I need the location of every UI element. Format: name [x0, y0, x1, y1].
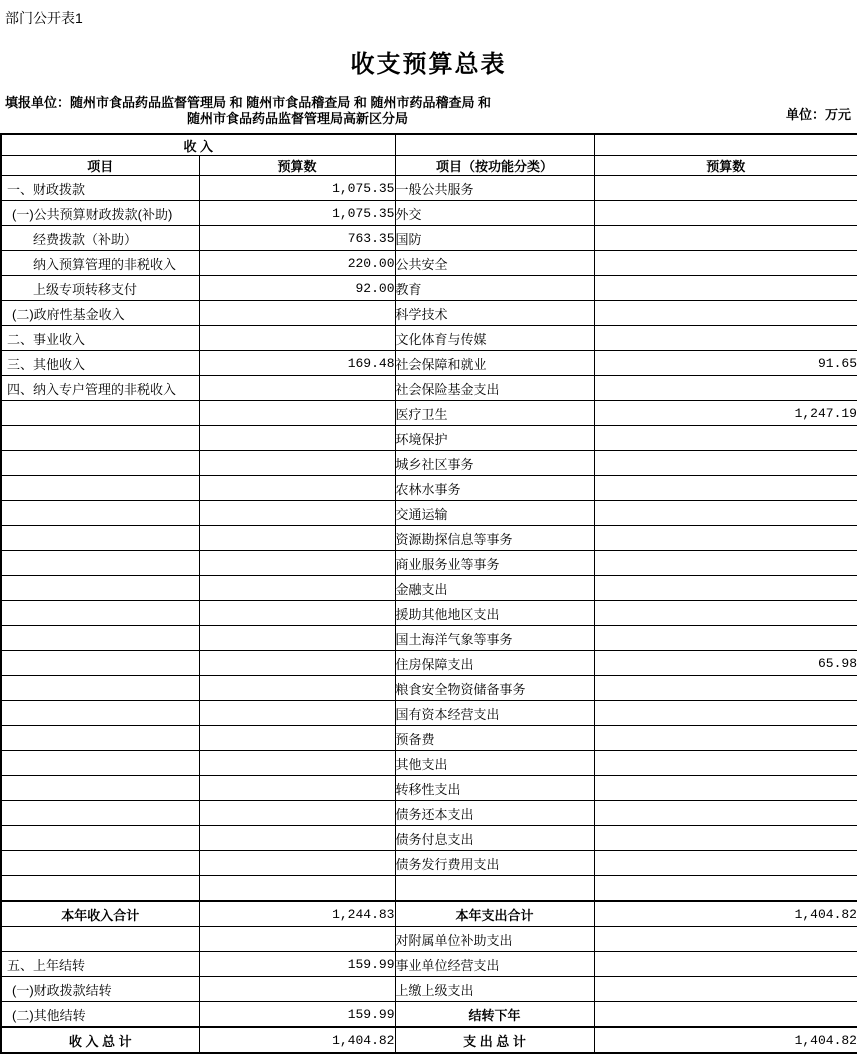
expense-item-cell: 国有资本经营支出	[395, 701, 594, 726]
income-item-cell	[1, 927, 199, 952]
income-value-cell	[199, 651, 395, 676]
income-value-cell	[199, 826, 395, 851]
expense-value-cell: 91.65	[594, 351, 857, 376]
table-row	[1, 901, 857, 927]
expense-value-cell	[594, 927, 857, 952]
table-row	[1, 276, 857, 301]
income-value-cell	[199, 876, 395, 902]
expense-item-cell: 上缴上级支出	[395, 977, 594, 1002]
expense-value-cell	[594, 526, 857, 551]
income-item-cell: 四、纳入专户管理的非税收入	[1, 376, 199, 401]
income-item-cell: 五、上年结转	[1, 952, 199, 977]
table-row	[1, 826, 857, 851]
group-header-empty-cell	[594, 134, 857, 156]
expense-item-cell: 其他支出	[395, 751, 594, 776]
income-value-cell	[199, 376, 395, 401]
column-header-income-value: 预算数	[199, 156, 395, 176]
expense-value-cell	[594, 426, 857, 451]
table-row	[1, 776, 857, 801]
expense-item-cell: 交通运输	[395, 501, 594, 526]
expense-item-cell: 援助其他地区支出	[395, 601, 594, 626]
income-value-cell	[199, 601, 395, 626]
income-value-cell: 92.00	[199, 276, 395, 301]
income-value-cell: 1,075.35	[199, 201, 395, 226]
expense-value-cell	[594, 301, 857, 326]
income-item-cell	[1, 451, 199, 476]
income-value-cell	[199, 851, 395, 876]
table-row	[1, 701, 857, 726]
income-value-cell	[199, 301, 395, 326]
income-item-cell	[1, 651, 199, 676]
expense-value-cell	[594, 801, 857, 826]
income-value-cell	[199, 426, 395, 451]
income-value-cell: 763.35	[199, 226, 395, 251]
table-row	[1, 551, 857, 576]
table-row	[1, 476, 857, 501]
table-row	[1, 801, 857, 826]
table-body	[1, 134, 857, 1053]
table-row	[1, 952, 857, 977]
expense-value-cell	[594, 451, 857, 476]
income-item-cell	[1, 801, 199, 826]
income-item-cell	[1, 676, 199, 701]
expense-value-cell	[594, 952, 857, 977]
income-item-cell	[1, 701, 199, 726]
table-row	[1, 176, 857, 201]
table-row	[1, 626, 857, 651]
expense-value-cell	[594, 326, 857, 351]
expense-item-cell: 社会保障和就业	[395, 351, 594, 376]
expense-value-cell	[594, 726, 857, 751]
income-item-cell	[1, 851, 199, 876]
expense-item-cell: 金融支出	[395, 576, 594, 601]
income-value-cell	[199, 977, 395, 1002]
expense-item-cell: 粮食安全物资储备事务	[395, 676, 594, 701]
expense-value-cell	[594, 977, 857, 1002]
table-row	[1, 601, 857, 626]
table-row	[1, 1002, 857, 1028]
page-title: 收支预算总表	[350, 51, 507, 78]
expense-item-cell: 预备费	[395, 726, 594, 751]
table-row	[1, 851, 857, 876]
expense-value-cell	[594, 276, 857, 301]
filler-unit-block	[5, 95, 590, 127]
table-row	[1, 451, 857, 476]
income-value-cell	[199, 801, 395, 826]
table-row	[1, 751, 857, 776]
expense-item-cell: 教育	[395, 276, 594, 301]
expense-item-cell: 城乡社区事务	[395, 451, 594, 476]
expense-item-cell	[395, 876, 594, 902]
table-row	[1, 726, 857, 751]
expense-value-cell: 65.98	[594, 651, 857, 676]
income-item-cell: (二)政府性基金收入	[1, 301, 199, 326]
expense-value-cell	[594, 576, 857, 601]
income-item-cell: 一、财政拨款	[1, 176, 199, 201]
income-value-cell	[199, 526, 395, 551]
income-value-cell	[199, 576, 395, 601]
expense-item-cell: 结转下年	[395, 1002, 594, 1028]
table-row	[1, 326, 857, 351]
expense-value-cell	[594, 1002, 857, 1028]
expense-item-cell: 社会保险基金支出	[395, 376, 594, 401]
income-item-cell	[1, 576, 199, 601]
expense-item-cell: 科学技术	[395, 301, 594, 326]
filler-unit-line1: 填报单位：随州市食品药品监督管理局 和 随州市食品稽查局 和 随州市药品稽查局 和	[5, 95, 492, 110]
table-row	[1, 1027, 857, 1053]
table-row	[1, 927, 857, 952]
income-value-cell: 220.00	[199, 251, 395, 276]
expense-item-cell: 债务付息支出	[395, 826, 594, 851]
table-row	[1, 251, 857, 276]
table-row	[1, 201, 857, 226]
income-item-cell	[1, 876, 199, 902]
budget-table	[0, 133, 857, 1054]
table-row	[1, 376, 857, 401]
expense-value-cell	[594, 551, 857, 576]
expense-item-cell: 医疗卫生	[395, 401, 594, 426]
expense-item-cell: 一般公共服务	[395, 176, 594, 201]
income-item-cell	[1, 726, 199, 751]
expense-item-cell: 文化体育与传媒	[395, 326, 594, 351]
income-item-cell	[1, 501, 199, 526]
income-item-cell	[1, 426, 199, 451]
expense-item-cell: 转移性支出	[395, 776, 594, 801]
doc-label: 部门公开表1	[5, 10, 83, 26]
expense-item-cell: 资源勘探信息等事务	[395, 526, 594, 551]
expense-value-cell	[594, 751, 857, 776]
table-row	[1, 651, 857, 676]
expense-item-cell: 支 出 总 计	[395, 1027, 594, 1053]
income-value-cell	[199, 626, 395, 651]
income-value-cell: 169.48	[199, 351, 395, 376]
column-header-row	[1, 156, 857, 176]
income-value-cell	[199, 551, 395, 576]
income-value-cell	[199, 927, 395, 952]
income-value-cell	[199, 751, 395, 776]
expense-value-cell	[594, 251, 857, 276]
income-item-cell: 本年收入合计	[1, 901, 199, 927]
expense-value-cell: 1,404.82	[594, 901, 857, 927]
table-row	[1, 501, 857, 526]
income-value-cell: 159.99	[199, 952, 395, 977]
expense-value-cell	[594, 826, 857, 851]
income-value-cell	[199, 476, 395, 501]
expense-value-cell	[594, 601, 857, 626]
expense-item-cell: 对附属单位补助支出	[395, 927, 594, 952]
expense-value-cell	[594, 626, 857, 651]
filler-unit-line2: 随州市食品药品监督管理局高新区分局	[186, 111, 408, 126]
income-value-cell	[199, 676, 395, 701]
column-header-expense-value: 预算数	[594, 156, 857, 176]
income-value-cell	[199, 451, 395, 476]
expense-item-cell: 事业单位经营支出	[395, 952, 594, 977]
income-value-cell	[199, 401, 395, 426]
column-header-expense-item: 项目（按功能分类）	[395, 156, 594, 176]
expense-item-cell: 农林水事务	[395, 476, 594, 501]
income-value-cell: 1,404.82	[199, 1027, 395, 1053]
income-value-cell: 159.99	[199, 1002, 395, 1028]
expense-item-cell: 本年支出合计	[395, 901, 594, 927]
table-row	[1, 876, 857, 902]
income-value-cell	[199, 776, 395, 801]
table-row	[1, 977, 857, 1002]
table-row	[1, 401, 857, 426]
table-row	[1, 301, 857, 326]
expense-item-cell: 债务发行费用支出	[395, 851, 594, 876]
expense-item-cell: 住房保障支出	[395, 651, 594, 676]
income-item-cell: 二、事业收入	[1, 326, 199, 351]
expense-value-cell	[594, 676, 857, 701]
expense-value-cell	[594, 851, 857, 876]
income-item-cell	[1, 826, 199, 851]
table-row	[1, 226, 857, 251]
income-item-cell: 上级专项转移支付	[1, 276, 199, 301]
income-value-cell: 1,244.83	[199, 901, 395, 927]
income-item-cell: 收 入 总 计	[1, 1027, 199, 1053]
income-item-cell: (一)财政拨款结转	[1, 977, 199, 1002]
expense-value-cell: 1,404.82	[594, 1027, 857, 1053]
income-item-cell	[1, 551, 199, 576]
table-row	[1, 676, 857, 701]
expense-item-cell: 公共安全	[395, 251, 594, 276]
expense-item-cell: 国防	[395, 226, 594, 251]
expense-value-cell	[594, 701, 857, 726]
expense-value-cell	[594, 226, 857, 251]
income-item-cell	[1, 526, 199, 551]
table-row	[1, 526, 857, 551]
income-value-cell	[199, 501, 395, 526]
income-item-cell	[1, 401, 199, 426]
income-item-cell	[1, 751, 199, 776]
income-value-cell: 1,075.35	[199, 176, 395, 201]
income-group-header: 收 入	[1, 134, 395, 156]
income-item-cell: (一)公共预算财政拨款(补助)	[1, 201, 199, 226]
table-row	[1, 426, 857, 451]
expense-item-cell: 外交	[395, 201, 594, 226]
income-value-cell	[199, 326, 395, 351]
income-value-cell	[199, 726, 395, 751]
column-header-income-item: 项目	[1, 156, 199, 176]
unit-label: 单位：万元	[785, 107, 851, 122]
expense-value-cell	[594, 376, 857, 401]
expense-value-cell	[594, 476, 857, 501]
expense-value-cell	[594, 776, 857, 801]
table-row	[1, 351, 857, 376]
income-item-cell	[1, 626, 199, 651]
income-item-cell: 三、其他收入	[1, 351, 199, 376]
income-item-cell: 经费拨款（补助）	[1, 226, 199, 251]
expense-value-cell	[594, 176, 857, 201]
income-item-cell	[1, 776, 199, 801]
income-item-cell: 纳入预算管理的非税收入	[1, 251, 199, 276]
expense-value-cell	[594, 501, 857, 526]
income-value-cell	[199, 701, 395, 726]
group-header-row	[1, 134, 857, 156]
expense-value-cell: 1,247.19	[594, 401, 857, 426]
expense-item-cell: 国土海洋气象等事务	[395, 626, 594, 651]
group-header-empty-cell	[395, 134, 594, 156]
expense-item-cell: 环境保护	[395, 426, 594, 451]
expense-value-cell	[594, 201, 857, 226]
expense-item-cell: 债务还本支出	[395, 801, 594, 826]
income-item-cell: (二)其他结转	[1, 1002, 199, 1028]
expense-value-cell	[594, 876, 857, 902]
income-item-cell	[1, 601, 199, 626]
table-row	[1, 576, 857, 601]
income-item-cell	[1, 476, 199, 501]
expense-item-cell: 商业服务业等事务	[395, 551, 594, 576]
